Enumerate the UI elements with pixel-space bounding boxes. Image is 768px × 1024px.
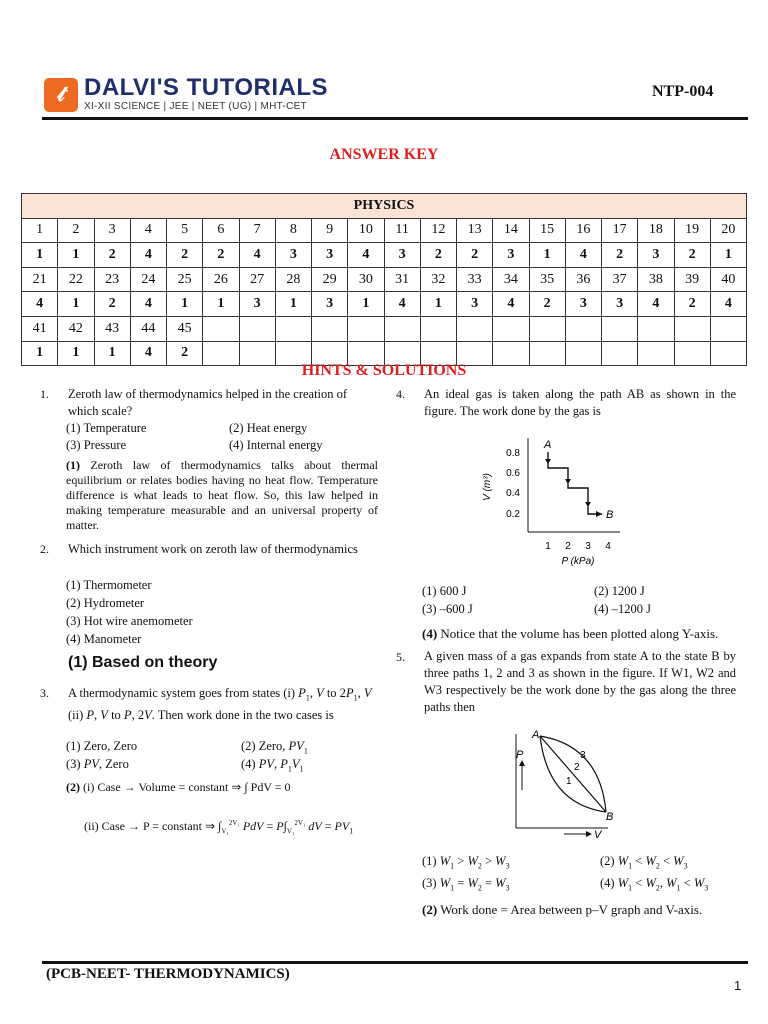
- q5-figure: [476, 724, 616, 844]
- question-number-cell: 4: [130, 218, 166, 243]
- q4-xtick-3: 3: [585, 541, 591, 552]
- answer-cell: 1: [203, 292, 239, 317]
- answer-cell: 1: [529, 243, 565, 268]
- question-number-cell: 43: [94, 316, 130, 341]
- q4-step-path: [548, 452, 602, 514]
- question-number-cell: [602, 316, 638, 341]
- question-number-cell: [529, 316, 565, 341]
- q3-option-3: (3) PV, Zero: [66, 757, 129, 771]
- q4-xtick-1: 1: [545, 541, 551, 552]
- q4-arrow-3: [585, 502, 591, 507]
- q2-text: Which instrument work on zeroth law of thermodynamics: [68, 542, 358, 556]
- q5-number: 5.: [396, 650, 405, 664]
- question-number-cell: 15: [529, 218, 565, 243]
- q1-text: Zeroth law of thermodynamics helped in the creation of which scale?: [68, 387, 348, 418]
- question-number-cell: 19: [674, 218, 710, 243]
- question-number-cell: 26: [203, 267, 239, 292]
- q4-ytick-0.6: 0.6: [506, 468, 520, 479]
- question-number-cell: 11: [384, 218, 420, 243]
- q1-option-4: (4) Internal energy: [229, 438, 323, 452]
- brand-tagline: XI-XII SCIENCE | JEE | NEET (UG) | MHT-CET: [84, 101, 308, 112]
- answer-cell: 4: [493, 292, 529, 317]
- question-number-cell: [674, 316, 710, 341]
- q4-solution-text: Notice that the volume has been plotted along Y-axis.: [440, 626, 719, 641]
- answer-row: [22, 243, 747, 268]
- q3-solution-case2: (ii) Case → P = constant ⇒ $\int_{V_1}^{2V_1}$ PdV = $P\int_{V_1}^{2V_1}$ dV = $PV_1$: [84, 819, 354, 836]
- question-number-cell: 12: [420, 218, 456, 243]
- q4-xtick-4: 4: [605, 541, 611, 552]
- q4-option-3: (3) –600 J: [422, 602, 473, 616]
- question-number-cell: 40: [710, 267, 746, 292]
- q3-solution-case1: [66, 779, 291, 796]
- q4-solution-answer: (4): [422, 626, 438, 641]
- answer-cell: 1: [710, 243, 746, 268]
- question-number-cell: 20: [710, 218, 746, 243]
- question-number-cell: 6: [203, 218, 239, 243]
- answer-cell: 3: [457, 292, 493, 317]
- q4-solution: [422, 625, 718, 642]
- question-number-cell: [457, 316, 493, 341]
- q4-ytick-0.8: 0.8: [506, 448, 520, 459]
- q3-option-2: (2) Zero, $PV_1$: [241, 739, 308, 756]
- question-number-cell: 37: [602, 267, 638, 292]
- q4-option-2: (2) 1200 J: [594, 584, 645, 598]
- q5-label-b: B: [606, 811, 614, 823]
- answer-cell: 4: [239, 243, 275, 268]
- answer-cell: 4: [384, 292, 420, 317]
- question-number-cell: 32: [420, 267, 456, 292]
- q2-option-2: (2) Hydrometer: [66, 596, 145, 610]
- question-number-cell: 44: [130, 316, 166, 341]
- q5-solution-text: Work done = Area between p–V graph and V-axis.: [440, 902, 703, 917]
- q2-solution: (1) Based on theory: [68, 654, 218, 671]
- question-number-cell: 25: [167, 267, 203, 292]
- answer-cell: 1: [348, 292, 384, 317]
- answer-cell: 2: [420, 243, 456, 268]
- answer-cell: 2: [529, 292, 565, 317]
- question-number-cell: 1: [22, 218, 58, 243]
- q4-x-label: P (kPa): [561, 556, 595, 567]
- q5-option-4: (4) $W_1 < W_2$, $W_1 < W_3$: [600, 876, 709, 893]
- question-number-cell: 9: [312, 218, 348, 243]
- q3-case1-text: (i) Case → Volume = constant ⇒ ∫ PdV = 0: [83, 780, 291, 794]
- answer-cell: 3: [602, 292, 638, 317]
- question-number-cell: [420, 316, 456, 341]
- q4-arrow-4: [596, 511, 602, 517]
- q3-number: 3.: [40, 686, 49, 700]
- q4-text: An ideal gas is taken along the path AB as shown in the figure. The work done by the gas is: [424, 387, 736, 418]
- answer-cell: 1: [94, 341, 130, 366]
- question-number-cell: [203, 316, 239, 341]
- q5-path-label-1: 1: [566, 776, 572, 787]
- q4-y-label: V (m³): [482, 473, 493, 501]
- question-number-cell: 10: [348, 218, 384, 243]
- answer-cell: 3: [275, 243, 311, 268]
- answer-cell: 2: [94, 243, 130, 268]
- answer-cell: 2: [602, 243, 638, 268]
- logo-glyph: 𝓉: [57, 82, 65, 107]
- answer-cell: 1: [58, 341, 94, 366]
- answer-cell: 2: [167, 341, 203, 366]
- answer-key-table: [21, 193, 747, 366]
- question-number-cell: 5: [167, 218, 203, 243]
- q5-option-1: (1) $W_1 > W_2 > W_3$: [422, 854, 510, 871]
- question-number-cell: [275, 316, 311, 341]
- answer-cell: 3: [638, 243, 674, 268]
- question-number-cell: 17: [602, 218, 638, 243]
- answer-cell: 4: [22, 292, 58, 317]
- q1-option-1: (1) Temperature: [66, 421, 147, 435]
- question-number-cell: 28: [275, 267, 311, 292]
- question-number-cell: 24: [130, 267, 166, 292]
- q4-ytick-0.4: 0.4: [506, 488, 520, 499]
- q5-path-label-2: 2: [574, 762, 580, 773]
- question-number-cell: [565, 316, 601, 341]
- page-number: 1: [734, 978, 742, 993]
- answer-cell: 1: [22, 243, 58, 268]
- q5-option-3: (3) $W_1 = W_2 = W_3$: [422, 876, 510, 893]
- answer-cell: 3: [493, 243, 529, 268]
- answer-cell: 3: [312, 243, 348, 268]
- q4-number: 4.: [396, 387, 405, 401]
- q3-solution-answer: (2): [66, 780, 80, 794]
- answer-cell: 1: [22, 341, 58, 366]
- footer-rule: [42, 961, 748, 964]
- answer-cell: 1: [275, 292, 311, 317]
- q3-option-1: (1) Zero, Zero: [66, 739, 138, 753]
- subject-header: PHYSICS: [22, 194, 747, 219]
- question-number-row: [22, 316, 747, 341]
- question-number-cell: 29: [312, 267, 348, 292]
- question-number-cell: 36: [565, 267, 601, 292]
- question-number-cell: [348, 316, 384, 341]
- q4-ytick-0.2: 0.2: [506, 509, 520, 520]
- question-number-cell: 18: [638, 218, 674, 243]
- answer-cell: 2: [203, 243, 239, 268]
- question-number-cell: 35: [529, 267, 565, 292]
- question-number-cell: 16: [565, 218, 601, 243]
- q2-number: 2.: [40, 542, 49, 556]
- answer-cell: 3: [384, 243, 420, 268]
- q1-solution-text: Zeroth law of thermodynamics talks about thermal equilibrium or relates bodies having no heat flow. Temperature difference is what leads to heat flow. So, this law helped in making temperature measurable and an universal property of matter.: [66, 458, 378, 532]
- question-number-row: [22, 267, 747, 292]
- answer-cell: 2: [167, 243, 203, 268]
- q1-number: 1.: [40, 387, 49, 401]
- answer-cell: 2: [457, 243, 493, 268]
- question-number-cell: 31: [384, 267, 420, 292]
- answer-cell: 4: [638, 292, 674, 317]
- question-number-cell: 30: [348, 267, 384, 292]
- answer-cell: 3: [565, 292, 601, 317]
- question-number-cell: 8: [275, 218, 311, 243]
- answer-cell: 2: [94, 292, 130, 317]
- question-number-cell: 34: [493, 267, 529, 292]
- q5-text: A given mass of a gas expands from state A to the state B by three paths 1, 2 and 3 as shown in the figure. If W1, W2 and W3 respectively be the work done by the gas along the three paths then: [424, 649, 736, 714]
- answer-cell: 4: [130, 292, 166, 317]
- q5-path-label-3: 3: [580, 750, 586, 761]
- q1-solution-answer: (1): [66, 458, 80, 472]
- question-number-cell: 38: [638, 267, 674, 292]
- footer-text: (PCB-NEET- THERMODYNAMICS): [46, 966, 290, 982]
- q4-xtick-2: 2: [565, 541, 571, 552]
- answer-cell: 4: [348, 243, 384, 268]
- answer-cell: 4: [710, 292, 746, 317]
- q3-text: A thermodynamic system goes from states (i) $P_1$, V to $2P_1$, V (ii) P, V to P, 2V. Then work done in the two cases is: [68, 686, 372, 722]
- q4-label-a: A: [544, 439, 552, 451]
- answer-cell: 1: [58, 243, 94, 268]
- q4-arrow-2: [565, 479, 571, 484]
- question-number-cell: 45: [167, 316, 203, 341]
- question-number-cell: 39: [674, 267, 710, 292]
- q4-figure: [470, 432, 640, 572]
- brand-name: DALVI'S TUTORIALS: [84, 74, 328, 101]
- question-number-cell: [710, 316, 746, 341]
- q4-label-b: B: [606, 509, 614, 521]
- answer-row: [22, 292, 747, 317]
- paper-code: NTP-004: [652, 83, 714, 100]
- answer-cell: 1: [420, 292, 456, 317]
- answer-cell: 1: [167, 292, 203, 317]
- q2-option-1: (1) Thermometer: [66, 578, 152, 592]
- question-number-cell: 42: [58, 316, 94, 341]
- question-number-cell: 13: [457, 218, 493, 243]
- question-number-cell: 21: [22, 267, 58, 292]
- question-number-cell: 2: [58, 218, 94, 243]
- answer-cell: 2: [674, 292, 710, 317]
- answer-cell: 2: [674, 243, 710, 268]
- question-number-cell: 41: [22, 316, 58, 341]
- q2-option-4: (4) Manometer: [66, 632, 142, 646]
- question-number-cell: 14: [493, 218, 529, 243]
- question-number-row: [22, 218, 747, 243]
- question-number-cell: [384, 316, 420, 341]
- question-number-cell: [638, 316, 674, 341]
- q4-option-4: (4) –1200 J: [594, 602, 651, 616]
- q1-option-3: (3) Pressure: [66, 438, 127, 452]
- q5-v-arrowhead: [586, 831, 592, 837]
- q5-solution-answer: (2): [422, 902, 438, 917]
- q3-option-4: (4) PV, $P_1V_1$: [241, 757, 304, 774]
- q1-option-2: (2) Heat energy: [229, 421, 308, 435]
- question-number-cell: 7: [239, 218, 275, 243]
- q1-solution: [66, 458, 378, 533]
- q5-label-a: A: [532, 729, 540, 741]
- q5-solution: [422, 901, 702, 918]
- header-rule: [42, 117, 748, 120]
- question-number-cell: [239, 316, 275, 341]
- answer-cell: 1: [58, 292, 94, 317]
- answer-key-title: ANSWER KEY: [329, 146, 439, 163]
- question-number-cell: 27: [239, 267, 275, 292]
- answer-cell: 4: [130, 341, 166, 366]
- q5-label-v: V: [594, 829, 602, 841]
- question-number-cell: 3: [94, 218, 130, 243]
- q4-option-1: (1) 600 J: [422, 584, 467, 598]
- question-number-cell: 22: [58, 267, 94, 292]
- answer-cell: 3: [312, 292, 348, 317]
- question-number-cell: [493, 316, 529, 341]
- q4-arrow-1: [545, 459, 551, 464]
- q5-option-2: (2) $W_1 < W_2 < W_3$: [600, 854, 688, 871]
- q2-option-3: (3) Hot wire anemometer: [66, 614, 193, 628]
- q5-label-p: P: [516, 749, 524, 761]
- hints-title: HINTS & SOLUTIONS: [301, 362, 467, 379]
- answer-cell: 3: [239, 292, 275, 317]
- question-number-cell: [312, 316, 348, 341]
- q3-case2-text: (ii) Case → P = constant ⇒: [84, 819, 216, 833]
- answer-cell: 4: [565, 243, 601, 268]
- answer-cell: 4: [130, 243, 166, 268]
- question-number-cell: 23: [94, 267, 130, 292]
- question-number-cell: 33: [457, 267, 493, 292]
